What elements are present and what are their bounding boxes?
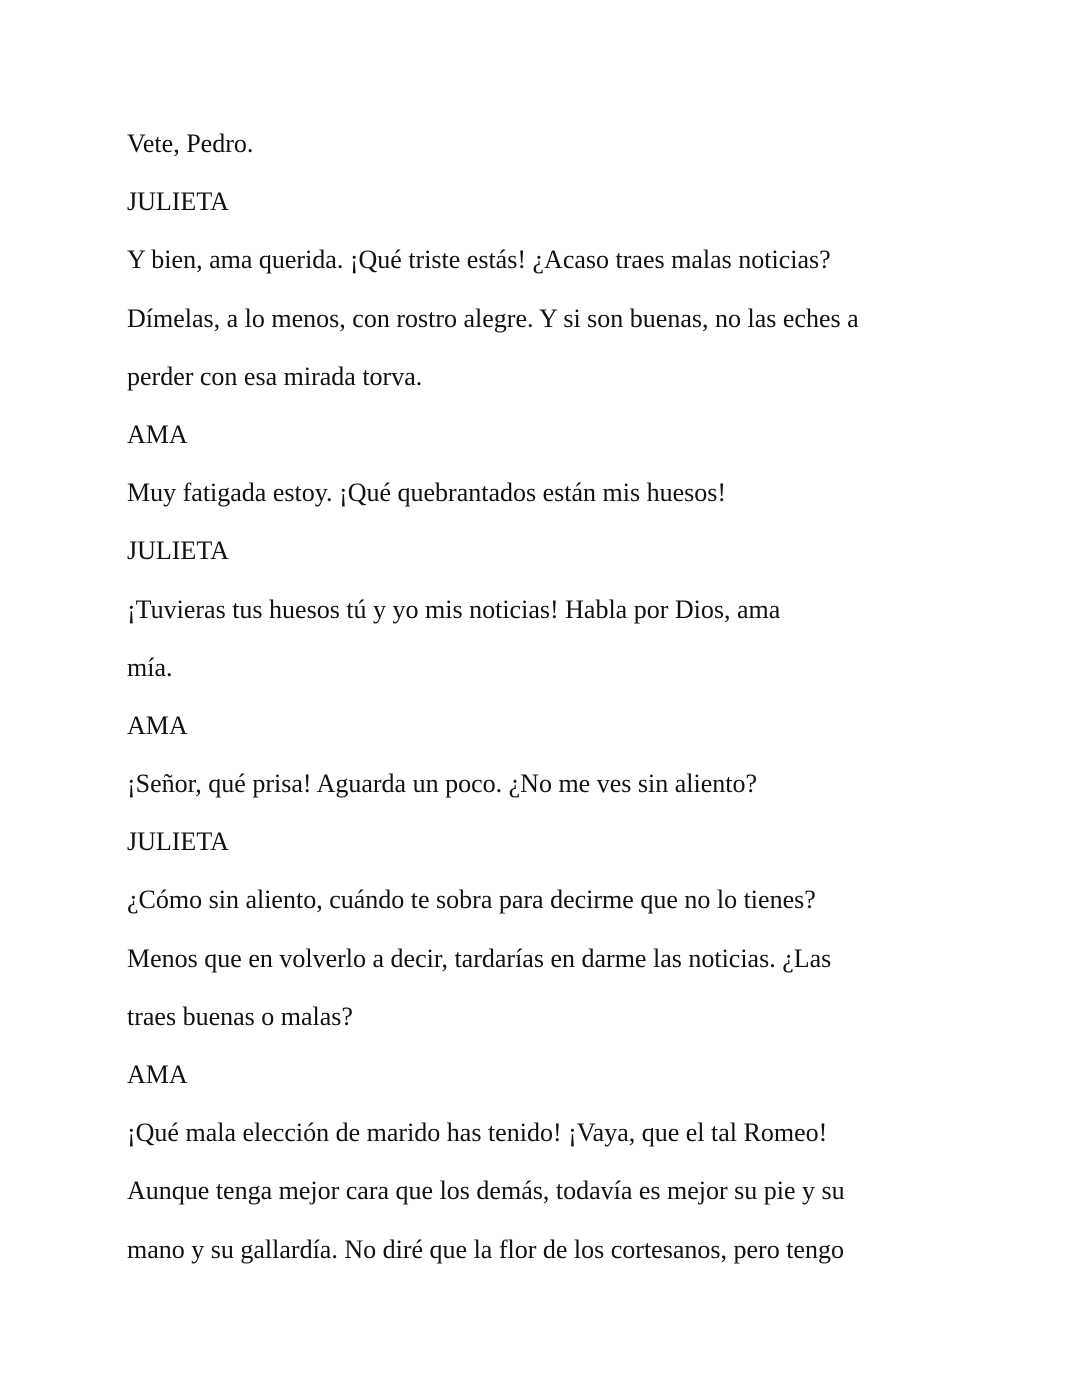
dialogue-line: ¡Señor, qué prisa! Aguarda un poco. ¿No me ves sin aliento? — [127, 769, 758, 799]
dialogue-line: Aunque tenga mejor cara que los demás, todavía es mejor su pie y su — [127, 1176, 845, 1206]
speaker-name: JULIETA — [127, 827, 229, 857]
script-text — [127, 115, 987, 1279]
speaker-name: AMA — [127, 1060, 188, 1089]
dialogue-line: traes buenas o malas? — [127, 1001, 353, 1031]
dialogue-line: Muy fatigada estoy. ¡Qué quebrantados están mis huesos! — [127, 478, 727, 508]
speaker-name: JULIETA — [127, 536, 229, 566]
dialogue-line: ¿Cómo sin aliento, cuándo te sobra para decirme que no lo tienes? — [127, 885, 816, 915]
speaker-name: JULIETA — [127, 187, 229, 217]
dialogue-line: mano y su gallardía. No diré que la flor de los cortesanos, pero tengo — [127, 1234, 844, 1264]
dialogue-line: mía. — [127, 652, 173, 682]
dialogue-line: Menos que en volverlo a decir, tardarías en darme las noticias. ¿Las — [127, 943, 832, 973]
speaker-name: AMA — [127, 419, 188, 449]
dialogue-line: ¡Tuvieras tus huesos tú y yo mis noticias! Habla por Dios, ama — [127, 594, 781, 624]
dialogue-line: Dímelas, a lo menos, con rostro alegre. Y si son buenas, no las eches a — [127, 303, 859, 333]
dialogue-line: ¡Qué mala elección de marido has tenido! ¡Vaya, que el tal Romeo! — [127, 1118, 828, 1148]
dialogue-line: Vete, Pedro. — [127, 129, 254, 158]
speaker-name: AMA — [127, 710, 188, 740]
dialogue-line: perder con esa mirada torva. — [127, 361, 423, 391]
dialogue-line: Y bien, ama querida. ¡Qué triste estás! ¿Acaso traes malas noticias? — [127, 245, 831, 275]
